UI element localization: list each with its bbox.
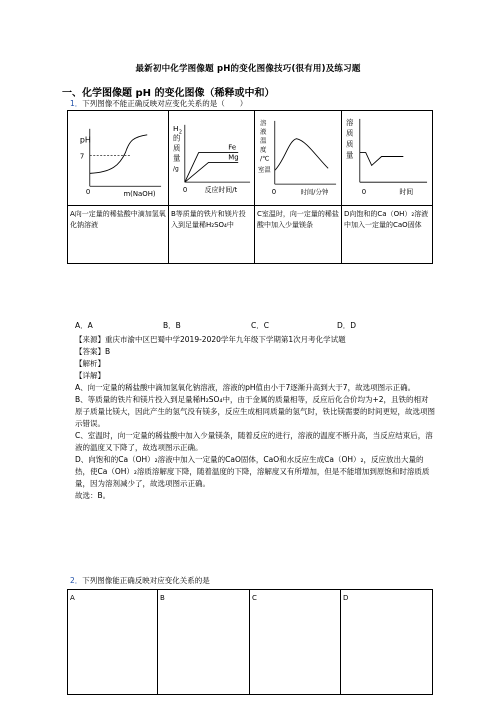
- chart-d-origin: 0: [361, 188, 367, 197]
- choice-a[interactable]: A．A: [75, 321, 93, 330]
- chart-d: [342, 111, 432, 205]
- svg-text:量: 量: [345, 150, 354, 160]
- chart-b-series-fe: Fe: [228, 143, 237, 152]
- option-d: D向饱和的Ca（OH）₂溶液中加入一定量的CaO固体: [342, 206, 433, 264]
- answer-line: 【答案】B: [75, 347, 111, 356]
- detail-b: B、等质量的铁片和镁片投入到足量稀H₂SO₄中，由于金属的质量相等，反应后化合价均为+2，且铁的相对原子质量比镁大，因此产生的氢气没有镁多，反应生成相同质量的氢气时，铁比镁需要的时间更短，故选项图示错误。: [75, 395, 435, 428]
- chart-d-curve: [360, 153, 404, 166]
- chart-c: [255, 111, 341, 205]
- detail-label: 【详解】: [75, 371, 105, 380]
- chart-b-cell: [169, 111, 255, 206]
- chart-c-origin: 0: [271, 188, 277, 197]
- chart-d-x-label: 时间: [399, 188, 414, 197]
- answer-block: [75, 334, 435, 502]
- analysis-label: 【解析】: [75, 359, 105, 368]
- detail-a: A、向一定量的稀盐酸中滴加氢氧化钠溶液，溶液的pH值由小于7逐渐升高到大于7，故选项图示正确。: [75, 383, 416, 392]
- question-2-table: [67, 589, 433, 695]
- question-1-stem: 1．下列图像不能正确反映对应变化关系的是（ ）: [70, 99, 248, 108]
- choice-b[interactable]: B．B: [163, 321, 181, 330]
- q2-header-b: B: [158, 590, 250, 695]
- source-line: 【来源】重庆市渝中区巴蜀中学2019-2020学年九年级下学期第1次月考化学试题: [75, 335, 346, 344]
- chart-b: [169, 111, 254, 205]
- chart-c-x-label: 时间/分钟: [300, 188, 329, 197]
- conclusion: 故选：B。: [75, 491, 111, 500]
- chart-a-origin: 0: [85, 188, 91, 197]
- svg-text:度: 度: [259, 145, 267, 154]
- question-1-number: 1．: [70, 99, 83, 108]
- chart-a-y-tick: 7: [79, 152, 85, 161]
- detail-d: D、向饱和的Ca（OH）₂溶液中加入一定量的CaO固体，CaO和水反应生成Ca（OH）₂，反应放出大量的热，使Ca（OH）₂溶质溶解度下降，随着温度的下降，溶解度又有所增加，但是不能增加到原饱和时溶质质量，因为溶剂减少了，故选项图示正确。: [75, 455, 430, 488]
- option-b: B等质量的铁片和镁片投入到足量稀H₂SO₄中: [169, 206, 255, 264]
- q2-header-c: C: [250, 590, 341, 695]
- detail-c: C、室温时，向一定量的稀盐酸中加入少量镁条，随着反应的进行，溶液的温度不断升高，当反应结束后，溶液的温度又下降了，故选项图示正确。: [75, 431, 433, 452]
- chart-a-curve: [90, 135, 147, 174]
- svg-text:溶: 溶: [259, 118, 267, 127]
- q2-header-d: D: [341, 590, 433, 695]
- svg-text:/g: /g: [172, 166, 179, 173]
- document-title: 最新初中化学图像题 pH的变化图像技巧(很有用)及练习题: [135, 64, 361, 74]
- chart-a-y-label: pH: [79, 135, 91, 145]
- question-1-table: [67, 110, 433, 264]
- chart-b-series-mg: Mg: [228, 153, 239, 162]
- svg-text:的: 的: [172, 133, 181, 143]
- chart-c-y-tick: 室温: [257, 165, 271, 174]
- svg-text:液: 液: [259, 127, 267, 136]
- svg-text:/℃: /℃: [259, 154, 270, 163]
- svg-text:温: 温: [259, 136, 267, 145]
- question-2-stem: 2．下列图像能正确反映对应变化关系的是: [70, 576, 210, 585]
- chart-b-origin: 0: [182, 186, 188, 195]
- svg-text:H: H: [172, 123, 179, 133]
- choice-c[interactable]: C．C: [251, 321, 269, 330]
- chart-b-y-label: [173, 124, 182, 173]
- chart-c-curve: [275, 139, 328, 171]
- choice-d[interactable]: D．D: [337, 321, 357, 330]
- chart-a-x-label: m(NaOH): [123, 190, 156, 199]
- svg-text:溶: 溶: [345, 117, 354, 127]
- section-heading: 一、化学图像题 pH 的变化图像（稀释或中和）: [62, 88, 275, 99]
- chart-a: [68, 111, 168, 205]
- svg-text:质: 质: [172, 143, 181, 153]
- q2-header-a: A: [68, 590, 158, 695]
- option-a: A向一定量的稀盐酸中滴加氢氧化钠溶液: [68, 206, 169, 264]
- chart-c-cell: [255, 111, 342, 206]
- svg-text:质: 质: [345, 128, 354, 138]
- chart-c-y-label: [260, 118, 269, 163]
- svg-text:量: 量: [172, 153, 181, 163]
- chart-b-x-label: 反应时间/t: [204, 186, 238, 195]
- chart-a-cell: [68, 111, 169, 206]
- question-2-number: 2．: [70, 576, 83, 585]
- chart-d-y-label: [346, 117, 354, 160]
- svg-text:质: 质: [345, 139, 354, 149]
- chart-d-cell: [342, 111, 433, 206]
- option-c: C室温时，向一定量的稀盐酸中加入少量镁条: [255, 206, 342, 264]
- svg-text:2: 2: [178, 129, 183, 136]
